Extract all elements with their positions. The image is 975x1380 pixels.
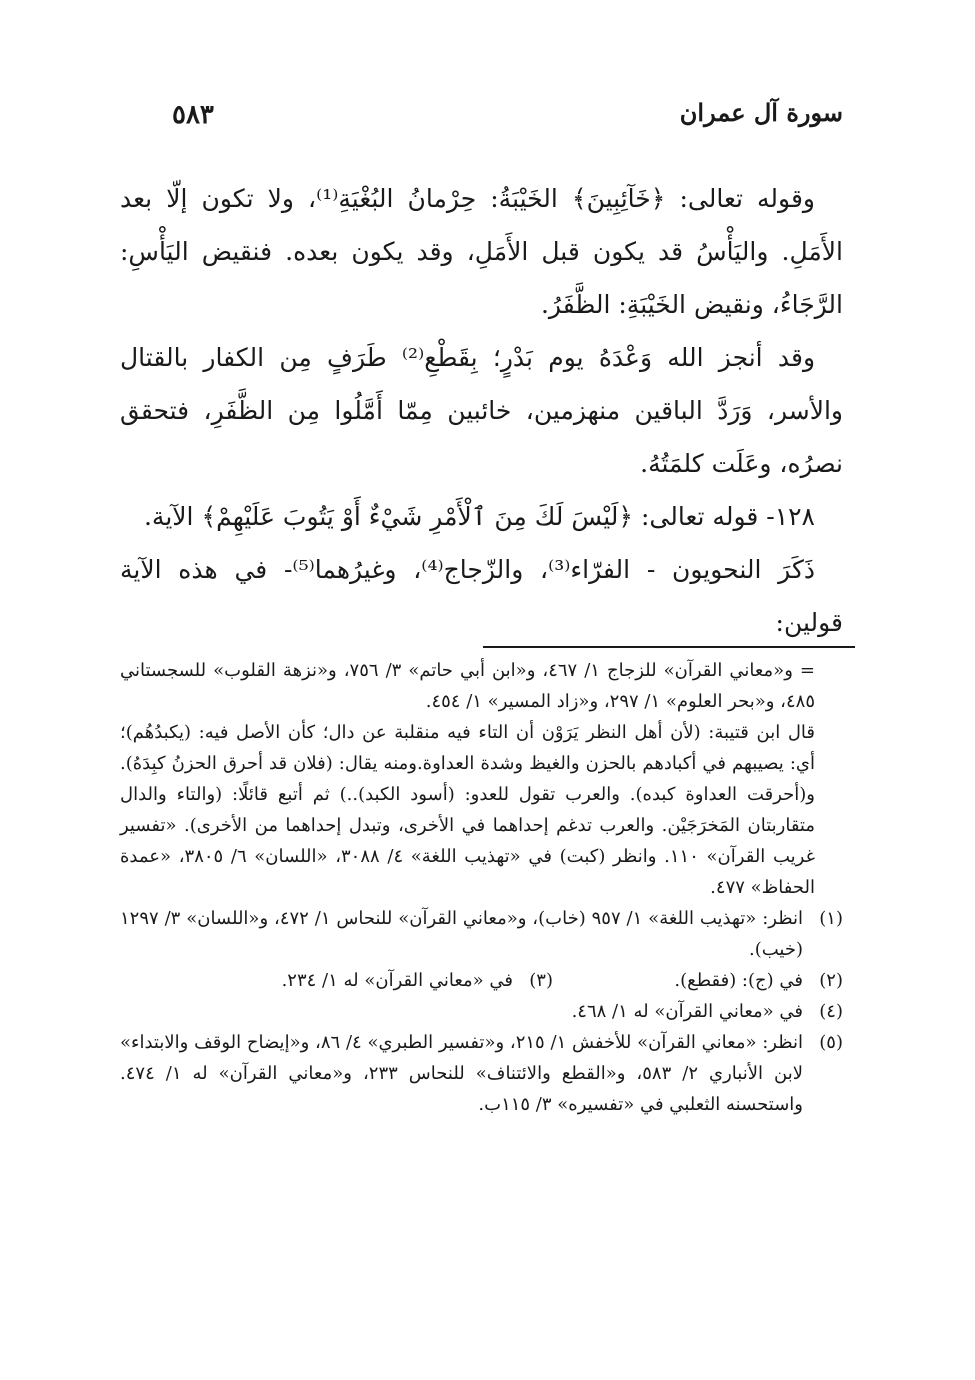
- footnote-continuation: = و«معاني القرآن» للزجاج ١/ ٤٦٧، و«ابن أبي حاتم» ٣/ ٧٥٦، و«نزهة القلوب» للسجستاني ٤٨٥، و«بحر العلوم» ١/ ٢٩٧، و«زاد المسير» ١/ ٤٥٤.: [120, 660, 815, 712]
- footnote-text: في «معاني القرآن» له ١/ ٤٦٨.: [571, 1001, 803, 1022]
- footnote-separator: [483, 646, 855, 648]
- footnote: [120, 1027, 843, 1120]
- footnote: [553, 965, 843, 996]
- running-head: [120, 98, 843, 138]
- footnote-number: (٥): [819, 1032, 843, 1053]
- footnote-text: انظر: «تهذيب اللغة» ١/ ٩٥٧ (خاب)، و«معاني القرآن» للنحاس ١/ ٤٧٢، و«اللسان» ٣/ ١٢٩٧ (خيب).: [120, 908, 803, 960]
- paragraph: وقوله تعالى: ﴿خَآئِبِينَ﴾ الخَيْبَةُ: حِرْمانُ البُغْيَةِ⁽¹⁾، ولا تكون إلّا بعد الأَمَلِ. واليَأْسُ قد يكون قبل الأَمَلِ، وقد يكون بعده. فنقيض اليَأْسِ: الرَّجَاءُ، ونقيض الخَيْبَةِ: الظَّفَرُ.: [120, 184, 843, 319]
- footnote-text: في «معاني القرآن» له ١/ ٢٣٤.: [281, 970, 513, 991]
- footnote-pair: [120, 965, 843, 996]
- paragraph: ذَكَرَ النحويون - الفرّاء⁽³⁾، والزّجاج⁽⁴⁾، وغيرُهما⁽⁵⁾- في هذه الآية قولين:: [120, 555, 843, 637]
- footnotes: [120, 655, 843, 1120]
- footnote-continuation: قال ابن قتيبة: (لأن أهل النظر يَرَوْن أن التاء فيه منقلبة عن دال؛ كأن الأصل فيه: (يكبدُهُم)؛ أي: يصيبهم في أكبادهم بالحزن والغيظ وشدة العداوة.ومنه يقال: (فلان قد أحرق الحزنُ كبِدَهُ). و(أحرقت العداوة كبده). والعرب تقول للعدو: (أسود الكبد)..) ثم أتبع قائلًا: (والتاء والدال متقاربتان المَخرَجَيْن. والعرب تدغم إحداهما في الأخرى، وتبدل إحداهما من الأخرى). «تفسير غريب القرآن» ١١٠. وانظر (كبت) في «تهذيب اللغة» ٤/ ٣٠٨٨، «اللسان» ٦/ ٣٨٠٥، «عمدة الحفاظ» ٤٧٧.: [120, 722, 816, 898]
- paragraph: وقد أنجز الله وَعْدَهُ يوم بَدْرٍ؛ بِقَطْعِ⁽²⁾ طَرَفٍ مِن الكفار بالقتال والأسر، وَرَدَّ الباقين منهزمين، خائبين مِمّا أَمَّلُوا مِن الظَّفَرِ، فتحقق نصرُه، وعَلَت كلمَتُهُ.: [120, 343, 843, 478]
- surah-title: سورة آل عمران: [679, 98, 843, 127]
- footnote: [282, 965, 553, 996]
- footnote-number: (٣): [529, 970, 553, 991]
- footnote: [120, 903, 843, 965]
- footnote-number: (٤): [819, 1001, 843, 1022]
- paragraph: ١٢٨- قوله تعالى: ﴿لَيْسَ لَكَ مِنَ ٱلْأَمْرِ شَيْءٌ أَوْ يَتُوبَ عَلَيْهِمْ﴾ الآية.: [143, 502, 815, 531]
- footnote-text: في (ج): (فقطع).: [674, 970, 803, 991]
- footnote: [120, 996, 843, 1027]
- footnote-number: (٢): [819, 970, 843, 991]
- footnote-text: انظر: «معاني القرآن» للأخفش ١/ ٢١٥، و«تفسير الطبري» ٤/ ٨٦، و«إيضاح الوقف والابتداء» لابن الأنباري ٢/ ٥٨٣، و«القطع والائتناف» للنحاس ٢٣٣، و«معاني القرآن» له ١/ ٤٧٤. واستحسنه الثعلبي في «تفسيره» ٣/ ١١٥ب.: [120, 1032, 804, 1115]
- page-number: ٥٨٣: [172, 100, 214, 130]
- main-text: [120, 172, 843, 649]
- footnote-number: (١): [819, 908, 843, 929]
